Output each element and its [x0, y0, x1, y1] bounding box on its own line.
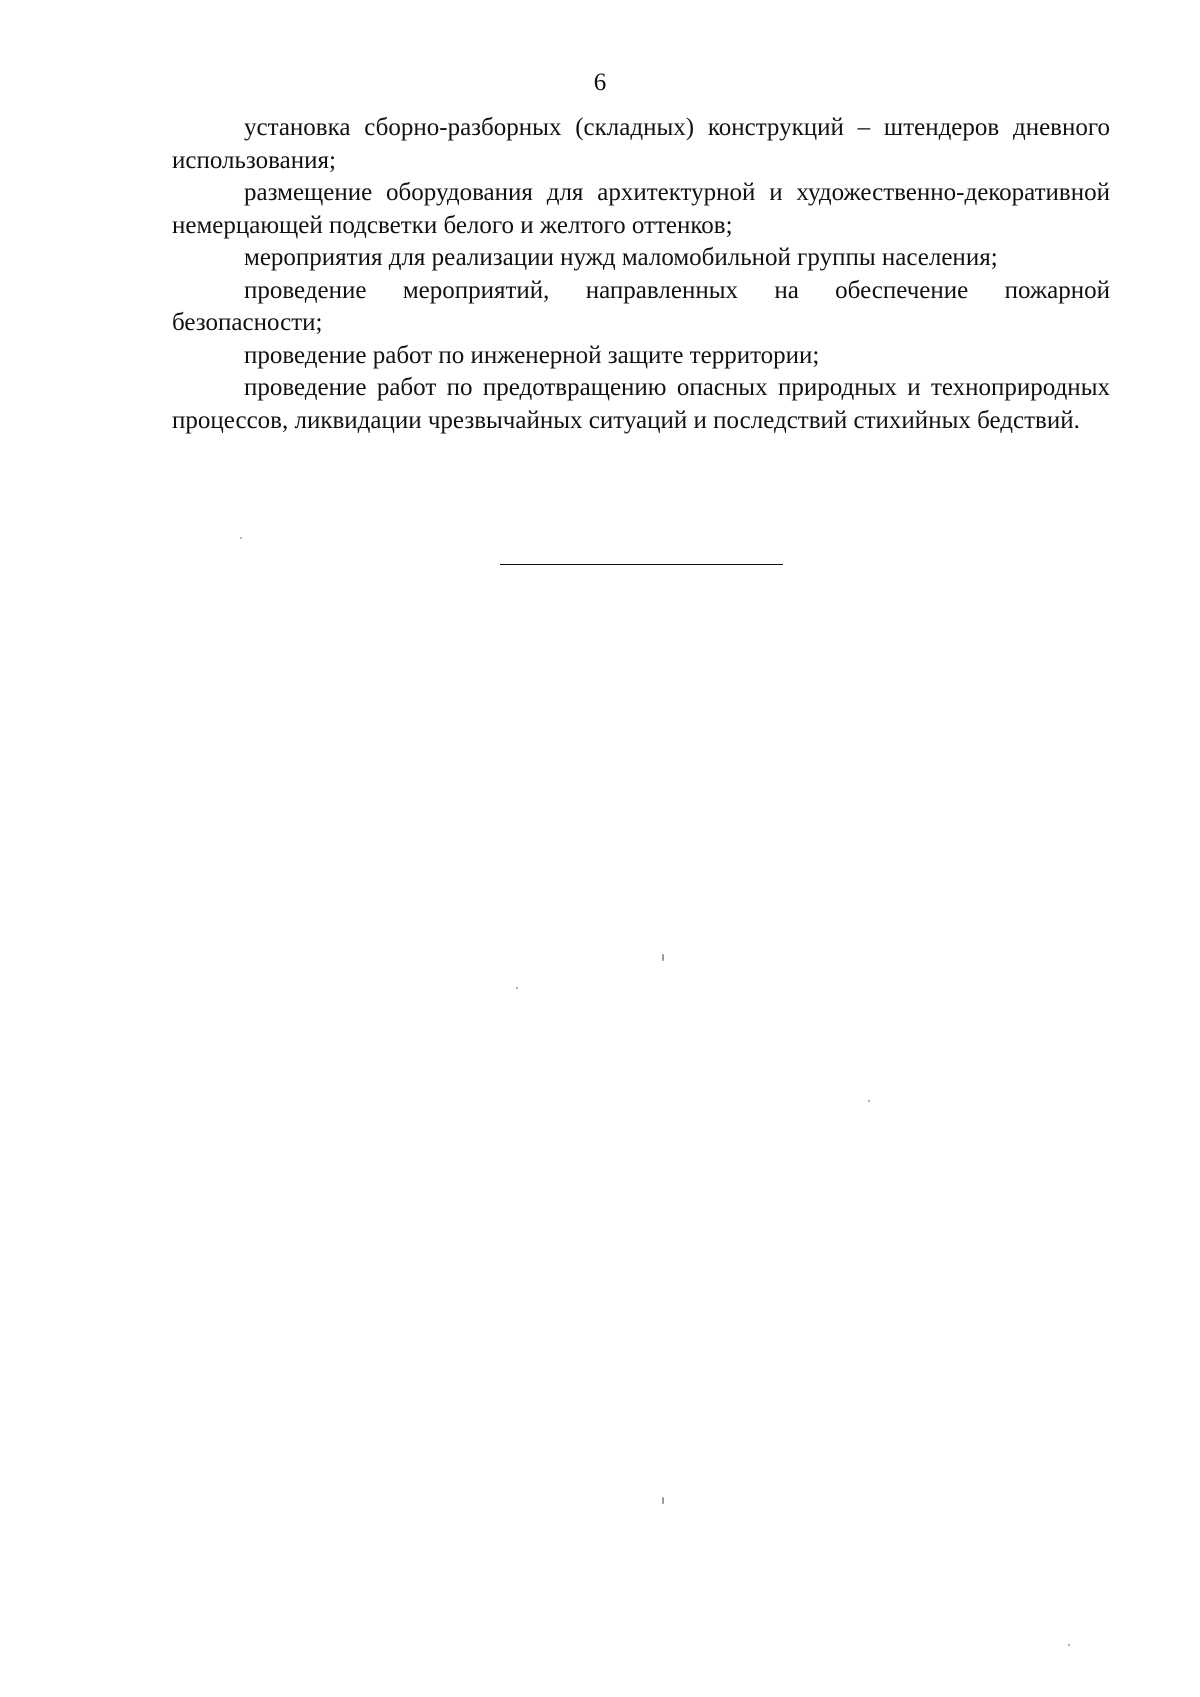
- page-number: 6: [593, 69, 607, 96]
- scan-speck: [240, 537, 242, 539]
- paragraph-fire-safety: проведение мероприятий, направленных на обеспечение пожарной безопасности;: [172, 276, 1110, 336]
- paragraph-accessibility: мероприятия для реализации нужд маломобильной группы населения;: [244, 244, 998, 271]
- scan-speck: [1068, 1644, 1070, 1646]
- paragraph-lighting: размещение оборудования для архитектурной и художественно-декоративной немерцающей подсветки белого и желтого оттенков;: [172, 179, 1110, 239]
- scan-speck: [868, 1100, 870, 1102]
- paragraph-engineering-protection: проведение работ по инженерной защите территории;: [244, 341, 820, 369]
- paragraph-hazard-prevention: проведение работ по предотвращению опасных природных и техноприродных процессов, ликвидации чрезвычайных ситуаций и последствий стихийных бедствий.: [172, 374, 1110, 434]
- scan-speck: [662, 1497, 664, 1504]
- scan-speck: [516, 987, 518, 989]
- scan-speck: [662, 954, 664, 961]
- end-of-text-separator: [500, 564, 783, 565]
- document-body: [172, 112, 1110, 437]
- paragraph-stands: установка сборно-разборных (складных) конструкций – штендеров дневного использования;: [172, 114, 1110, 174]
